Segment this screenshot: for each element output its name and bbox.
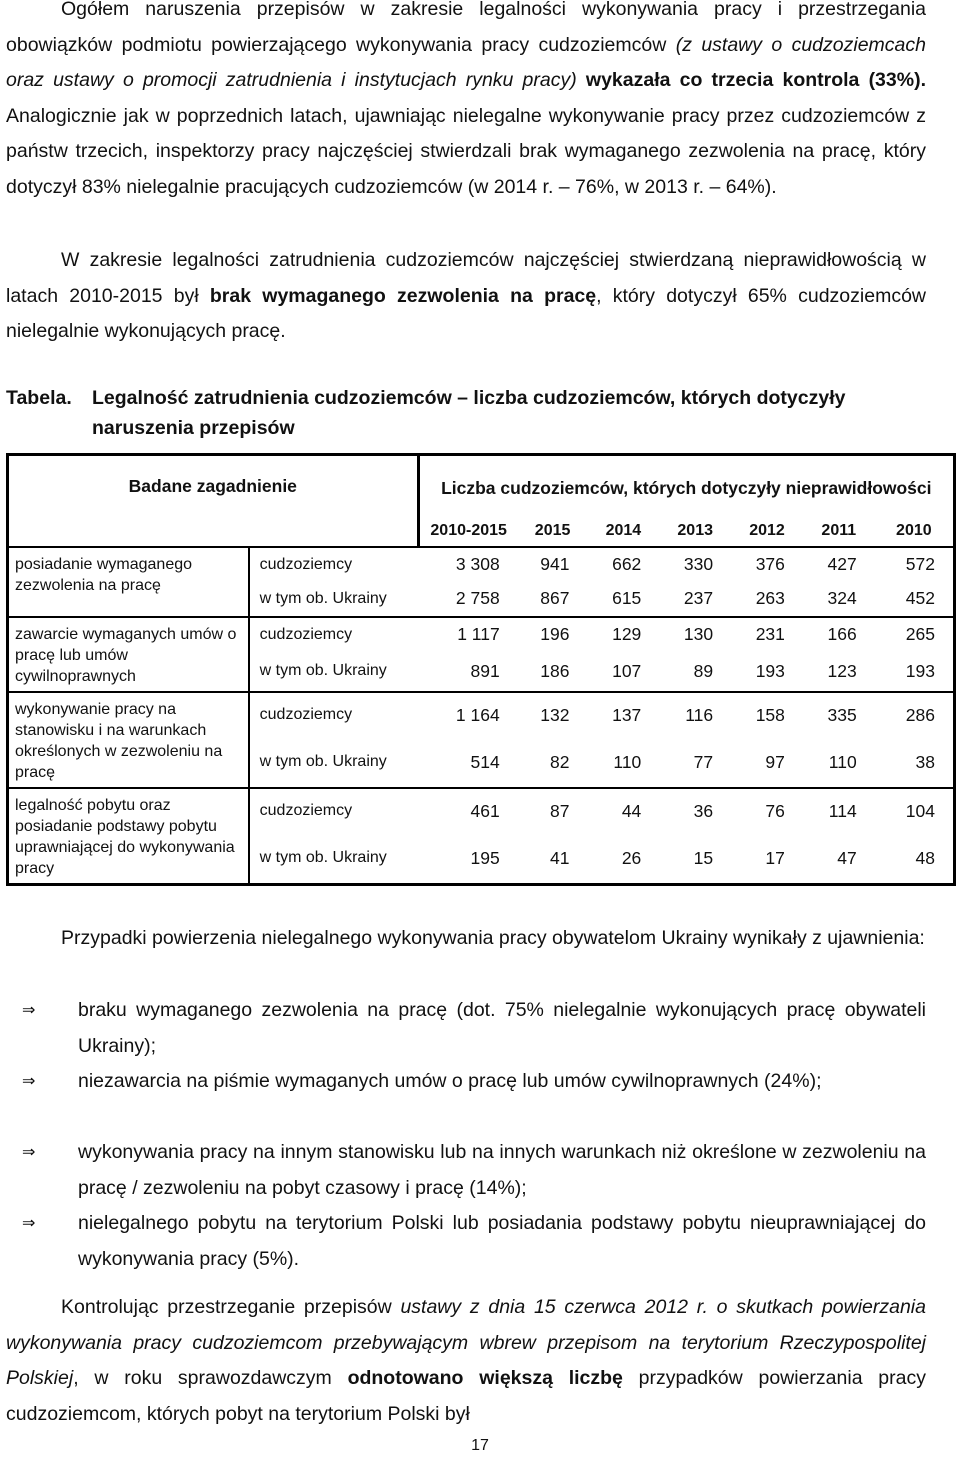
- table-row: [8, 547, 955, 582]
- kind-cell: cudzoziemcy: [249, 547, 418, 582]
- value-cell: 193: [755, 660, 785, 681]
- value-cell: 324: [827, 588, 857, 608]
- value-cell: 867: [540, 588, 570, 608]
- para1-line1: Ogółem naruszenia przepisów w zakresie legalności wykonywania pracy: [61, 0, 762, 20]
- value-cell: 186: [540, 660, 570, 681]
- value-cell: 77: [693, 751, 714, 772]
- page-number: 17: [471, 1437, 489, 1454]
- value-cell: 286: [875, 692, 955, 738]
- header-badane: Badane zagadnienie: [8, 455, 419, 547]
- value-cell: 427: [803, 547, 875, 582]
- bullet-item: [6, 993, 926, 1064]
- topic-cell: legalność pobytu oraz posiadanie podstawy pobytu uprawniającej do wykonywania pracy: [8, 788, 249, 885]
- value-cell: 38: [915, 751, 935, 772]
- para1-italic-ref: (z ustawy o cudzoziemcach oraz ustawy o promocji zatrudnienia i instytucjach rynku pracy): [6, 33, 926, 91]
- value-cell: 941: [518, 547, 588, 582]
- paragraph-3: [6, 921, 926, 957]
- caption-line2: naruszenia przepisów: [92, 417, 295, 439]
- value-cell: 237: [683, 588, 714, 608]
- value-cell: 263: [755, 588, 785, 608]
- value-cell: 123: [827, 660, 857, 681]
- value-cell: 452: [905, 588, 935, 608]
- kind-cell: cudzoziemcy: [249, 788, 418, 834]
- value-cell: 196: [518, 617, 588, 653]
- para2-bold: brak wymaganego zezwolenia na pracę: [209, 284, 597, 307]
- value-cell: 330: [659, 547, 731, 582]
- para4-bold: odnotowano większą liczbę: [347, 1367, 623, 1389]
- para1-rest: Analogicznie jak w poprzednich latach, ujawniając nielegalne wykonywanie pracy przez cudzoziemców z państw trzecich, inspektorzy pracy najczęściej stwierdzali brak wymaganego zezwolenia na pracę, który dotyczył 83% nielegalnie pracujących cudzoziemców (w 2014 r. – 76%, w 2013 r. – 64%).: [6, 104, 926, 198]
- value-cell: 110: [613, 751, 642, 772]
- double-arrow-right-icon: ⇒: [22, 1002, 36, 1019]
- value-cell: 36: [659, 788, 731, 834]
- value-cell: 76: [731, 788, 803, 834]
- kind-cell: w tym ob. Ukrainy: [259, 753, 387, 770]
- caption-label: Tabela.: [6, 387, 72, 409]
- value-cell: 195: [470, 847, 500, 868]
- year-header: 2011: [821, 522, 857, 539]
- double-arrow-right-icon: ⇒: [22, 1144, 36, 1161]
- para2-end: , który dotyczył 65% cudzoziemców nielegalnie wykonujących pracę.: [6, 284, 926, 342]
- topic-cell: wykonywanie pracy na stanowisku i na warunkach określonych w zezwoleniu na pracę: [8, 692, 249, 788]
- year-header: 2013: [677, 522, 713, 539]
- value-cell: 87: [518, 788, 588, 834]
- value-cell: 89: [693, 660, 714, 681]
- value-cell: 15: [693, 847, 714, 868]
- para2-start: W zakresie legalności zatrudnienia cudzoziemców najczęściej stwierdzaną nieprawidłowością w latach 2010-2015 był: [6, 249, 926, 307]
- value-cell: 376: [731, 547, 803, 582]
- bullet-item: [6, 1206, 926, 1277]
- value-cell: 47: [837, 847, 857, 868]
- header-liczba: Liczba cudzoziemców, których dotyczyły nieprawidłowości: [441, 477, 932, 498]
- value-cell: 265: [875, 617, 955, 653]
- value-cell: 335: [803, 692, 875, 738]
- value-cell: 114: [803, 788, 875, 834]
- value-cell: 116: [659, 692, 731, 738]
- value-cell: 110: [828, 751, 857, 772]
- value-cell: 1 164: [418, 692, 518, 738]
- kind-cell: cudzoziemcy: [249, 692, 418, 738]
- bullet-item: [6, 1135, 926, 1206]
- value-cell: 107: [612, 660, 642, 681]
- year-header: 2014: [605, 522, 642, 539]
- paragraph-4: [6, 1290, 926, 1432]
- para4-start: Kontrolując przestrzeganie przepisów: [61, 1296, 392, 1318]
- value-cell: 137: [588, 692, 660, 738]
- table-header-row: [8, 455, 955, 517]
- double-arrow-right-icon: ⇒: [22, 1215, 36, 1232]
- bullet-text: niezawarcia na piśmie wymaganych umów o pracę lub umów cywilnoprawnych (24%);: [78, 1070, 822, 1092]
- bullet-text: nielegalnego pobytu na terytorium Polski lub posiadania podstawy pobytu nieuprawniającej do wykonywania pracy (5%).: [78, 1212, 926, 1270]
- double-arrow-right-icon: ⇒: [22, 1073, 36, 1090]
- value-cell: 166: [803, 617, 875, 653]
- value-cell: 158: [731, 692, 803, 738]
- para4-end: przypadków powierzania pracy cudzoziemcom, których pobyt na terytorium Polski był: [6, 1367, 926, 1425]
- value-cell: 26: [621, 847, 642, 868]
- paragraph-1: [6, 0, 926, 205]
- value-cell: 97: [765, 751, 785, 772]
- topic-cell: zawarcie wymaganych umów o pracę lub umów cywilnoprawnych: [8, 617, 249, 692]
- bullet-text: wykonywania pracy na innym stanowisku lub na innych warunkach niż określone w zezwoleniu na pracę / zezwoleniu na pobyt czasowy i pracę (14%);: [78, 1141, 926, 1199]
- value-cell: 461: [418, 788, 518, 834]
- table-row: [8, 788, 955, 834]
- para1-bold-phrase: wykazała co trzecia kontrola (33%).: [585, 69, 926, 91]
- value-cell: 3 308: [418, 547, 518, 582]
- value-cell: 193: [905, 660, 935, 681]
- data-table: [6, 453, 956, 886]
- value-cell: 104: [875, 788, 955, 834]
- value-cell: 129: [588, 617, 660, 653]
- year-header: 2012: [749, 522, 785, 539]
- table-caption: [6, 383, 936, 443]
- para3-text: Przypadki powierzenia nielegalnego wykonywania pracy obywatelom Ukrainy wynikały z ujawnienia:: [61, 927, 925, 949]
- year-header: 2015: [534, 522, 571, 539]
- kind-cell: cudzoziemcy: [249, 617, 418, 653]
- year-header: 2010-2015: [430, 522, 507, 539]
- kind-cell: w tym ob. Ukrainy: [259, 589, 387, 607]
- value-cell: 662: [588, 547, 660, 582]
- topic-cell: posiadanie wymaganego zezwolenia na pracę: [8, 547, 249, 617]
- value-cell: 82: [550, 751, 570, 772]
- table-row: [8, 617, 955, 653]
- value-cell: 891: [470, 660, 500, 681]
- value-cell: 514: [470, 751, 500, 772]
- bullet-text: braku wymaganego zezwolenia na pracę (dot. 75% nielegalnie wykonujących pracę obywateli Ukrainy);: [78, 999, 926, 1057]
- value-cell: 130: [659, 617, 731, 653]
- kind-cell: w tym ob. Ukrainy: [259, 662, 387, 680]
- value-cell: 132: [518, 692, 588, 738]
- value-cell: 2 758: [455, 588, 500, 608]
- year-header: 2010: [896, 522, 932, 539]
- caption-line1: Legalność zatrudnienia cudzoziemców – liczba cudzoziemców, których dotyczyły: [92, 387, 846, 409]
- para1-line1-rest: i przestrzegania obowiązków podmiotu powierzającego wykonywania pracy cudzoziemców: [6, 0, 926, 56]
- table-row: [8, 692, 955, 738]
- para4-italic: ustawy z dnia 15 czerwca 2012 r. o skutkach powierzania wykonywania pracy cudzoziemcom przebywającym wbrew przepisom na terytorium Rzeczypospolitej Polskiej: [6, 1296, 926, 1389]
- value-cell: 572: [875, 547, 955, 582]
- value-cell: 41: [550, 847, 570, 868]
- value-cell: 231: [731, 617, 803, 653]
- kind-cell: w tym ob. Ukrainy: [259, 849, 387, 867]
- bullet-item: [6, 1064, 926, 1100]
- value-cell: 44: [588, 788, 660, 834]
- value-cell: 615: [612, 588, 642, 608]
- paragraph-2: [6, 243, 926, 350]
- value-cell: 48: [915, 847, 935, 868]
- value-cell: 17: [765, 847, 785, 868]
- para4-mid: , w roku sprawozdawczym: [73, 1367, 332, 1389]
- value-cell: 1 117: [418, 617, 518, 653]
